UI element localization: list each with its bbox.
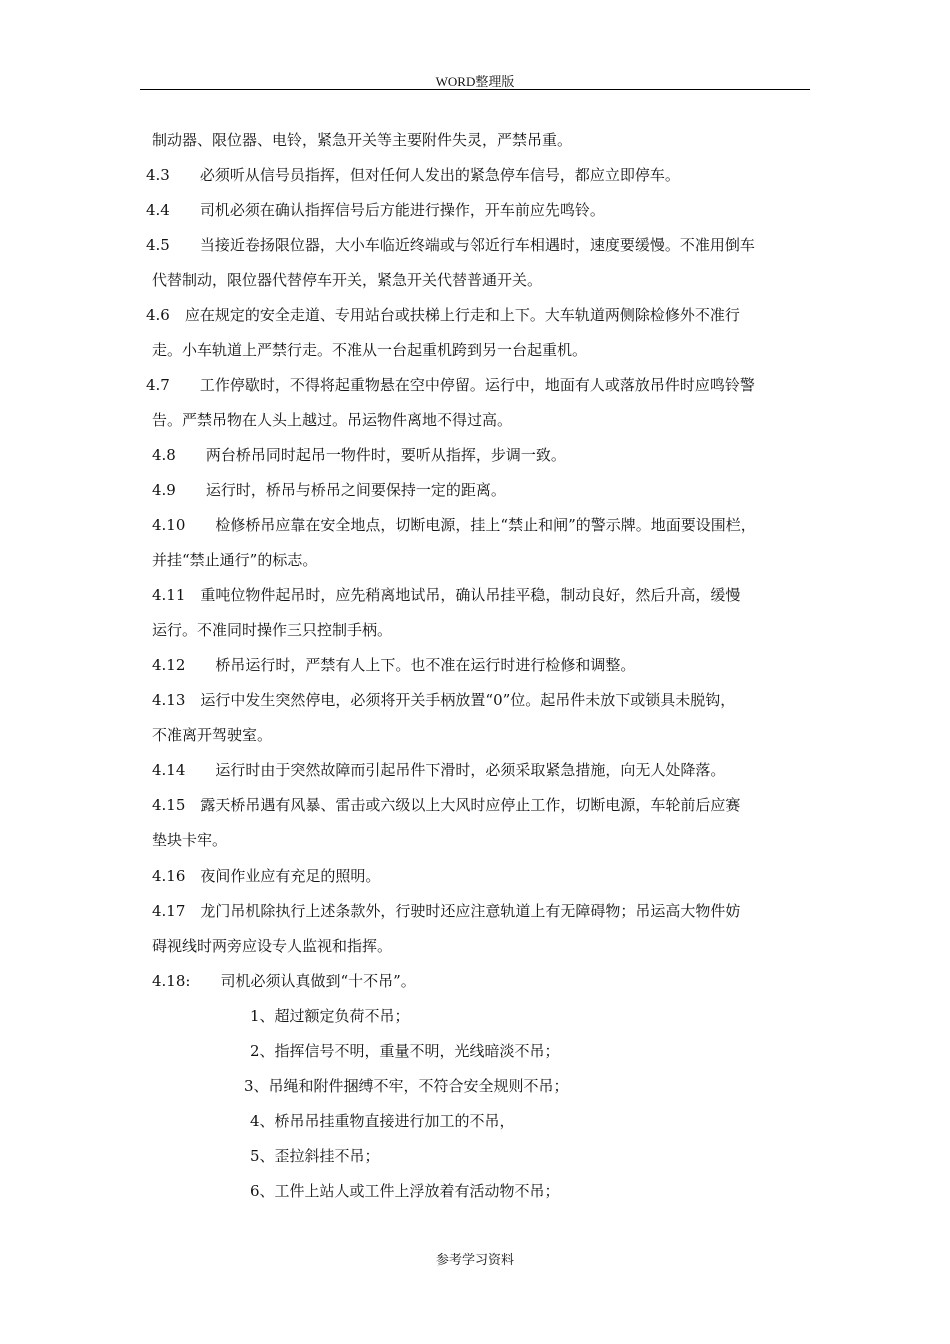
text-line: 垫块卡牢。 <box>152 831 228 849</box>
text-line: 5、歪拉斜挂不吊； <box>250 1147 380 1165</box>
text-line: 代替制动，限位器代替停车开关，紧急开关代替普通开关。 <box>152 271 543 289</box>
text-line: 1、超过额定负荷不吊； <box>250 1007 410 1025</box>
text-line: 制动器、限位器、电铃，紧急开关等主要附件失灵，严禁吊重。 <box>152 131 573 149</box>
page-header: WORD整理版 <box>435 74 515 89</box>
text-line: 4.12 桥吊运行时，严禁有人上下。也不准在运行时进行检修和调整。 <box>152 656 636 674</box>
text-line: 走。小车轨道上严禁行走。不准从一台起重机跨到另一台起重机。 <box>152 341 588 359</box>
text-line: 4.8 两台桥吊同时起吊一物件时，要听从指挥，步调一致。 <box>152 446 566 464</box>
text-line: 碍视线时两旁应设专人监视和指挥。 <box>152 937 393 955</box>
text-line: 4.15 露天桥吊遇有风暴、雷击或六级以上大风时应停止工作，切断电源，车轮前后应赛 <box>152 796 741 814</box>
page-footer: 参考学习资料 <box>435 1253 514 1268</box>
text-line: 3、吊绳和附件捆缚不牢，不符合安全规则不吊； <box>244 1077 569 1095</box>
text-line: 4.6 应在规定的安全走道、专用站台或扶梯上行走和上下。大车轨道两侧除检修外不准行 <box>146 306 740 324</box>
text-line: 4.3 必须听从信号员指挥，但对任何人发出的紧急停车信号，都应立即停车。 <box>146 166 680 184</box>
text-line: 2、指挥信号不明，重量不明，光线暗淡不吊； <box>250 1042 560 1060</box>
text-line: 6、工件上站人或工件上浮放着有活动物不吊； <box>250 1182 560 1200</box>
text-line: 运行。不准同时操作三只控制手柄。 <box>152 621 393 639</box>
text-line: 4.5 当接近卷扬限位器，大小车临近终端或与邻近行车相遇时，速度要缓慢。不准用倒车 <box>146 236 755 254</box>
text-line: 4.10 检修桥吊应靠在安全地点，切断电源，挂上“禁止和闸”的警示牌。地面要设围栏， <box>152 516 756 534</box>
text-line: 4.13 运行中发生突然停电，必须将开关手柄放置“0”位。起吊件未放下或锁具未脱钩， <box>152 691 736 709</box>
text-line: 4.9 运行时，桥吊与桥吊之间要保持一定的距离。 <box>152 481 506 499</box>
text-line: 4.7 工作停歇时，不得将起重物悬在空中停留。运行中，地面有人或落放吊件时应鸣铃警 <box>146 376 755 394</box>
header-divider <box>140 89 810 90</box>
text-line: 4.4 司机必须在确认指挥信号后方能进行操作，开车前应先鸣铃。 <box>146 201 605 219</box>
text-line: 4.16 夜间作业应有充足的照明。 <box>152 867 381 885</box>
text-line: 4、桥吊吊挂重物直接进行加工的不吊， <box>250 1112 515 1130</box>
text-line: 4.14 运行时由于突然故障而引起吊件下滑时，必须采取紧急措施，向无人处降落。 <box>152 761 726 779</box>
text-line: 并挂“禁止通行”的标志。 <box>152 551 318 569</box>
text-line: 告。严禁吊物在人头上越过。吊运物件离地不得过高。 <box>152 411 513 429</box>
text-line: 不准离开驾驶室。 <box>152 726 273 744</box>
text-line: 4.11 重吨位物件起吊时，应先稍离地试吊，确认吊挂平稳，制动良好，然后升高，缓慢 <box>152 586 741 604</box>
text-line: 4.18: 司机必须认真做到“十不吊”。 <box>152 972 416 990</box>
text-line: 4.17 龙门吊机除执行上述条款外，行驶时还应注意轨道上有无障碍物；吊运高大物件妨 <box>152 902 741 920</box>
